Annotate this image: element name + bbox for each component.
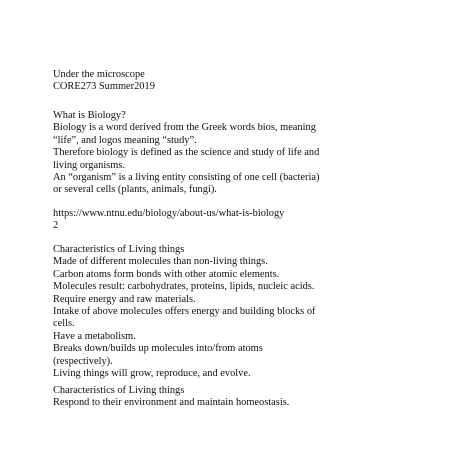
document-title: Under the microscope — [53, 69, 145, 80]
paragraph-line: Have a metabolism. — [53, 330, 136, 342]
paragraph-line: Carbon atoms form bonds with other atomic elements. — [53, 268, 280, 280]
reference-block — [53, 208, 433, 233]
document-header — [53, 69, 433, 94]
paragraph-line: cells. — [53, 318, 75, 330]
paragraph-line: or several cells (plants, animals, fungi). — [53, 184, 217, 196]
section-heading: What is Biology? — [53, 110, 126, 121]
paragraph-line: Respond to their environment and maintain homeostasis. — [53, 397, 290, 409]
paragraph-line: Made of different molecules than non-living things. — [53, 256, 268, 268]
paragraph-line: Therefore biology is defined as the science and study of life and — [53, 147, 320, 159]
section-heading: Characteristics of Living things — [53, 244, 185, 255]
paragraph-line: Molecules result: carbohydrates, proteins, lipids, nucleic acids. — [53, 281, 315, 293]
paragraph-line: Biology is a word derived from the Greek words bios, meaning — [53, 122, 316, 134]
section-what-is-biology — [53, 110, 433, 197]
paragraph-line: “life”, and logos meaning “study”. — [53, 134, 197, 146]
paragraph-line: Require energy and raw materials. — [53, 293, 196, 305]
course-label: CORE273 Summer2019 — [53, 81, 155, 93]
section-heading: Characteristics of Living things — [53, 385, 185, 396]
paragraph-line: Breaks down/builds up molecules into/from atoms — [53, 343, 263, 355]
paragraph-line: An “organism” is a living entity consisting of one cell (bacteria) — [53, 172, 320, 184]
paragraph-line: (respectively). — [53, 355, 113, 367]
page-number: 2 — [53, 220, 59, 232]
section-characteristics-2 — [53, 385, 433, 410]
section-characteristics-1 — [53, 244, 433, 380]
reference-url: https://www.ntnu.edu/biology/about-us/what-is-biology — [53, 208, 285, 219]
paragraph-line: Intake of above molecules offers energy and building blocks of — [53, 306, 316, 318]
paragraph-line: Living things will grow, reproduce, and evolve. — [53, 368, 251, 380]
paragraph-line: living organisms. — [53, 159, 125, 171]
